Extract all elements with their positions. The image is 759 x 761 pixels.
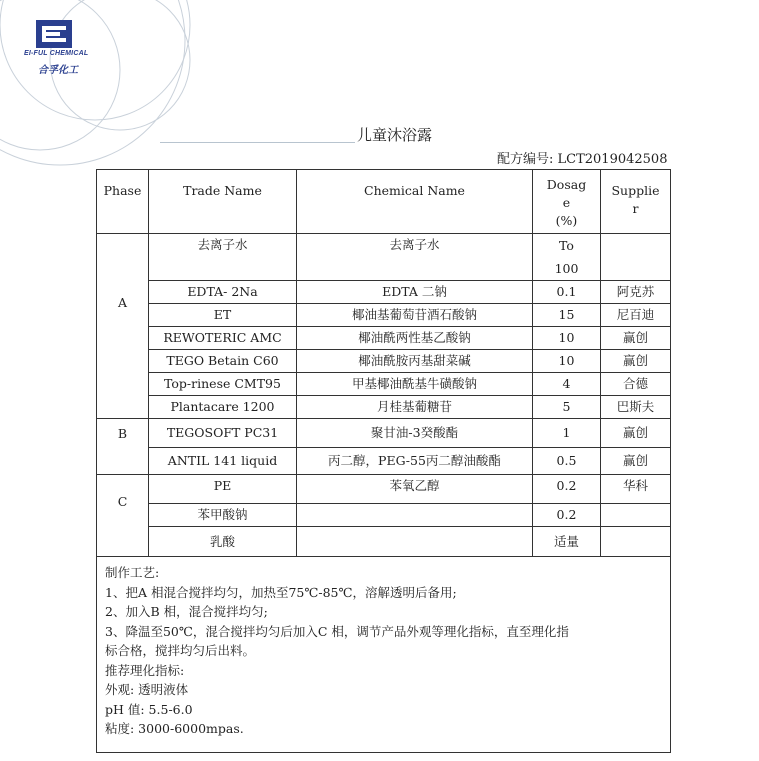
table-row <box>97 419 671 448</box>
supplier-cell <box>601 504 671 527</box>
trade-name-cell: PE <box>149 475 297 504</box>
chemical-name-cell: 丙二醇，PEG-55丙二醇油酸酯 <box>297 448 533 475</box>
table-row <box>97 527 671 557</box>
chemical-name-cell: 椰油基葡萄苷酒石酸钠 <box>297 304 533 327</box>
table-row <box>97 475 671 504</box>
title-underline <box>160 142 355 143</box>
table-row <box>97 234 671 281</box>
trade-name-cell: TEGO Betain C60 <box>149 350 297 373</box>
table-row <box>97 327 671 350</box>
dosage-cell: 10 <box>533 350 601 373</box>
formula-table <box>96 169 671 753</box>
dosage-cell: 0.2 <box>533 475 601 504</box>
trade-name-cell: 乳酸 <box>149 527 297 557</box>
phase-a-cell <box>97 234 149 419</box>
spec-ph: pH 值: 5.5-6.0 <box>105 701 193 717</box>
process-step-2: 2、加入B 相，混合搅拌均匀; <box>105 604 268 619</box>
dosage-line2: 100 <box>554 261 579 276</box>
dosage-cell: 适量 <box>533 527 601 557</box>
dosage-cell: 0.5 <box>533 448 601 475</box>
supplier-cell: 赢创 <box>601 419 671 448</box>
supplier-cell: 赢创 <box>601 448 671 475</box>
trade-name-cell: 去离子水 <box>149 234 297 281</box>
supplier-cell: 阿克苏 <box>601 281 671 304</box>
phase-c-cell <box>97 475 149 557</box>
supplier-cell <box>601 234 671 281</box>
dosage-cell: 1 <box>533 419 601 448</box>
chemical-name-cell <box>297 527 533 557</box>
table-header-row <box>97 170 671 234</box>
supplier-cell: 赢创 <box>601 350 671 373</box>
phase-label: C <box>117 494 128 509</box>
header-dosage <box>533 170 601 234</box>
phase-label: A <box>117 295 128 310</box>
header-phase: Phase <box>97 170 149 234</box>
dosage-cell: 10 <box>533 327 601 350</box>
process-step-3-cont: 标合格，搅拌均匀后出料。 <box>105 643 256 658</box>
trade-name-cell: Plantacare 1200 <box>149 396 297 419</box>
logo-english-name: EI-FUL CHEMICAL <box>24 50 89 57</box>
notes-cell <box>97 557 671 753</box>
supplier-cell: 尼百迪 <box>601 304 671 327</box>
trade-name-cell: TEGOSOFT PC31 <box>149 419 297 448</box>
header-chemical-name: Chemical Name <box>297 170 533 234</box>
table-row <box>97 504 671 527</box>
spec-appearance: 外观: 透明液体 <box>105 682 189 697</box>
dosage-cell <box>533 234 601 281</box>
table-row <box>97 448 671 475</box>
spec-viscosity: 粘度: 3000-6000mpas. <box>105 721 244 736</box>
trade-name-cell: EDTA- 2Na <box>149 281 297 304</box>
header-trade-name: Trade Name <box>149 170 297 234</box>
trade-name-cell: 苯甲酸钠 <box>149 504 297 527</box>
notes-row <box>97 557 671 753</box>
supplier-cell <box>601 527 671 557</box>
chemical-name-cell: 聚甘油-3癸酸酯 <box>297 419 533 448</box>
phase-label: B <box>117 426 128 441</box>
process-step-3: 3、降温至50℃，混合搅拌均匀后加入C 相，调节产品外观等理化指标，直至理化指 <box>105 623 569 639</box>
trade-name-cell: REWOTERIC AMC <box>149 327 297 350</box>
chemical-name-cell: 椰油酰胺丙基甜菜碱 <box>297 350 533 373</box>
process-title: 制作工艺: <box>105 565 160 580</box>
document-title: 儿童沐浴露 <box>357 126 433 144</box>
table-row <box>97 304 671 327</box>
supplier-cell: 赢创 <box>601 327 671 350</box>
trade-name-cell: ET <box>149 304 297 327</box>
chemical-name-cell <box>297 504 533 527</box>
supplier-cell: 合德 <box>601 373 671 396</box>
header-dosage-line3: (%) <box>555 213 578 228</box>
table-row <box>97 281 671 304</box>
header-dosage-line1: Dosag <box>546 177 587 192</box>
chemical-name-cell: 甲基椰油酰基牛磺酸钠 <box>297 373 533 396</box>
chemical-name-cell: 苯氧乙醇 <box>297 475 533 504</box>
chemical-name-cell: 椰油酰两性基乙酸钠 <box>297 327 533 350</box>
table-row <box>97 350 671 373</box>
table-row <box>97 373 671 396</box>
chemical-name-cell: 月桂基葡糖苷 <box>297 396 533 419</box>
header-supplier <box>601 170 671 234</box>
trade-name-cell: ANTIL 141 liquid <box>149 448 297 475</box>
trade-name-cell: Top-rinese CMT95 <box>149 373 297 396</box>
supplier-cell: 巴斯夫 <box>601 396 671 419</box>
dosage-cell: 15 <box>533 304 601 327</box>
chemical-name-cell: EDTA 二钠 <box>297 281 533 304</box>
dosage-cell: 0.1 <box>533 281 601 304</box>
header-supplier-line2: r <box>632 201 639 216</box>
dosage-cell: 4 <box>533 373 601 396</box>
dosage-cell: 5 <box>533 396 601 419</box>
dosage-line1: To <box>559 238 574 253</box>
formula-number: 配方编号: LCT2019042508 <box>497 152 668 167</box>
logo-chinese-name: 合孚化工 <box>38 65 78 76</box>
table-row <box>97 396 671 419</box>
header-supplier-line1: Supplie <box>611 183 660 198</box>
process-step-1: 1、把A 相混合搅拌均匀，加热至75℃-85℃，溶解透明后备用; <box>105 584 457 600</box>
header-dosage-line2: e <box>562 195 571 210</box>
dosage-cell: 0.2 <box>533 504 601 527</box>
chemical-name-cell: 去离子水 <box>297 234 533 281</box>
phase-b-cell <box>97 419 149 475</box>
spec-title: 推荐理化指标: <box>105 662 185 678</box>
supplier-cell: 华科 <box>601 475 671 504</box>
